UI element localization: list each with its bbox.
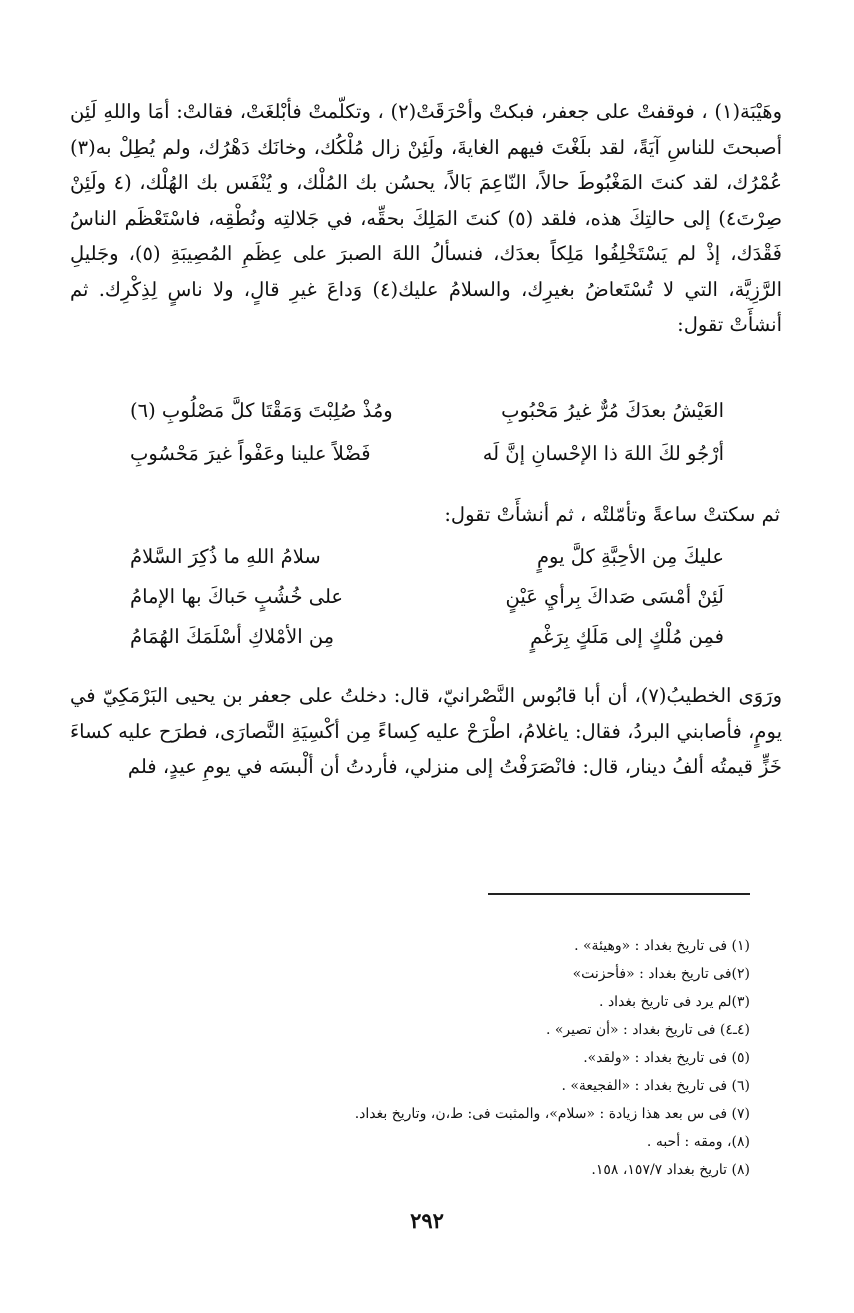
poem2-verse-1-second-hemistich: سلامُ اللهِ ما ذُكِرَ السَّلامُ xyxy=(130,545,321,568)
footnote-8b: (٨) تاريخ بغداد ١٥٧/٧، ١٥٨. xyxy=(591,1162,750,1178)
poem2-verse-2 xyxy=(130,580,724,614)
footnote-8a: (٨)، ومقه : أحبه . xyxy=(646,1134,750,1150)
poem2-intro-line: ثم سكتتْ ساعةً وتأمّلتْه ، ثم أنشأَتْ تقول: xyxy=(444,503,780,526)
footnote-2: (٢)فى تاريخ بغداد : «فأحزنت» xyxy=(572,966,750,982)
page-number: ٢٩٢ xyxy=(410,1208,444,1233)
poem2-verse-3-second-hemistich: مِن الأمْلاكِ أسْلَمَكَ الهُمَامُ xyxy=(130,625,335,648)
poem2-verse-3-first-hemistich: فمِن مُلْكٍ إلى مَلَكٍ بِرَغْمٍ xyxy=(530,625,724,648)
body-paragraph-lament xyxy=(70,94,782,343)
footnote-4: (٤ـ٤) فى تاريخ بغداد : «أن تصير» . xyxy=(545,1022,750,1038)
poem2-verse-3 xyxy=(130,620,724,654)
footnote-1: (١) فى تاريخ بغداد : «وهيئة» . xyxy=(574,938,750,954)
lament-text: وهَيْبَة(١) ، فوقفتْ على جعفر، فبكتْ وأحْرَقَتْ(٢) ، وتكلّمتْ فأبْلغَتْ، فقالتْ: أمَا واللهِ لَئِن أصبحتَ للناسِ آيَةً، لقد بلَغْتَ فيهم الغايةَ، ولَئِنْ زال مُلْكُك، وخانَك دَهْرُك، ولم يُطِلْ به(٣) عُمْرُك، لقد كنتَ المَغْبُوطَ حالاً، النّاعِمَ بَالاً، يحسُن بك المُلْك، و يُنْفَس بك الهُلْك، (٤ ولَئِنْ صِرْتَ٤) إلى حالتِكَ هذه، فلقد (٥) كنتَ المَلِكَ بحقِّه، في جَلالتِه ونُطْقِه، فاسْتَعْظَم الناسُ فَقْدَك، إذْ لم يَسْتَخْلِفُوا مَلِكاً بعدَك، فنسألُ اللهَ الصبرَ على عِظَمِ المُصِيبَةِ (٥)، وجَليلِ الرَّزِيَّة، التي لا تُسْتَعاضُ بغيرِك، والسلامُ عليك(٤) وَداعَ غيرِ قالٍ، ولا ناسٍ لِذِكْرِك. ثم أنشأَتْ تقول: xyxy=(70,100,783,336)
body-paragraph-khatib xyxy=(70,678,782,785)
footnotes-list xyxy=(130,932,750,1184)
footnote-6: (٦) فى تاريخ بغداد : «الفجيعة» . xyxy=(561,1078,750,1094)
poem1-verse-2 xyxy=(130,437,724,471)
poem1-verse-1 xyxy=(130,394,724,428)
poem1-verse-1-second-hemistich: ومُذْ صُلِبْتَ وَمَقْتَا كلَّ مَصْلُوبِ (٦) xyxy=(130,399,393,422)
footnote-separator xyxy=(488,893,750,895)
footnote-5: (٥) فى تاريخ بغداد : «ولقد». xyxy=(583,1050,750,1066)
poem2-verse-1 xyxy=(130,540,724,574)
footnote-3: (٣)لم يرد فى تاريخ بغداد . xyxy=(599,994,750,1010)
poem1-verse-1-first-hemistich: العَيْشُ بعدَكَ مُرٌّ غيرُ مَحْبُوبِ xyxy=(501,399,724,422)
poem2-verse-2-first-hemistich: لَئِنْ أمْسَى صَداكَ بِرأيِ عَيْنٍ xyxy=(505,585,724,608)
poem2-verse-1-first-hemistich: عليكَ مِن الأحِبَّةِ كلَّ يومٍ xyxy=(536,545,724,568)
poem2-verse-2-second-hemistich: على خُشُبٍ حَباكَ بها الإمامُ xyxy=(130,585,344,608)
footnote-7: (٧) فى س بعد هذا زيادة : «سلام»، والمثبت فى: ط،ن، وتاريخ بغداد. xyxy=(354,1106,750,1122)
poem1-verse-2-first-hemistich: أرْجُو لكَ اللهَ ذا الإحْسانِ إنَّ لَه xyxy=(482,442,724,465)
poem1-verse-2-second-hemistich: فَضْلاً علينا وعَفْواً غيرَ مَحْسُوبِ xyxy=(130,442,371,465)
khatib-text: ورَوَى الخطيبُ(٧)، أن أبا قابُوس النَّصْرانيّ، قال: دخلتُ على جعفر بن يحيى البَرْمَكِيّ في يومٍ، فأصابني البردُ، فقال: ياغلامُ، اطْرَحْ عليه كِساءً مِن أكْسِيَةِ النَّصارَى، فطرَح عليه كساءَ خَزٍّ قيمتُه ألفُ دينار، قال: فانْصَرَفْتُ إلى منزلي، فأردتُ أن ألْبسَه في يومِ عيدٍ، فلم xyxy=(70,684,783,778)
